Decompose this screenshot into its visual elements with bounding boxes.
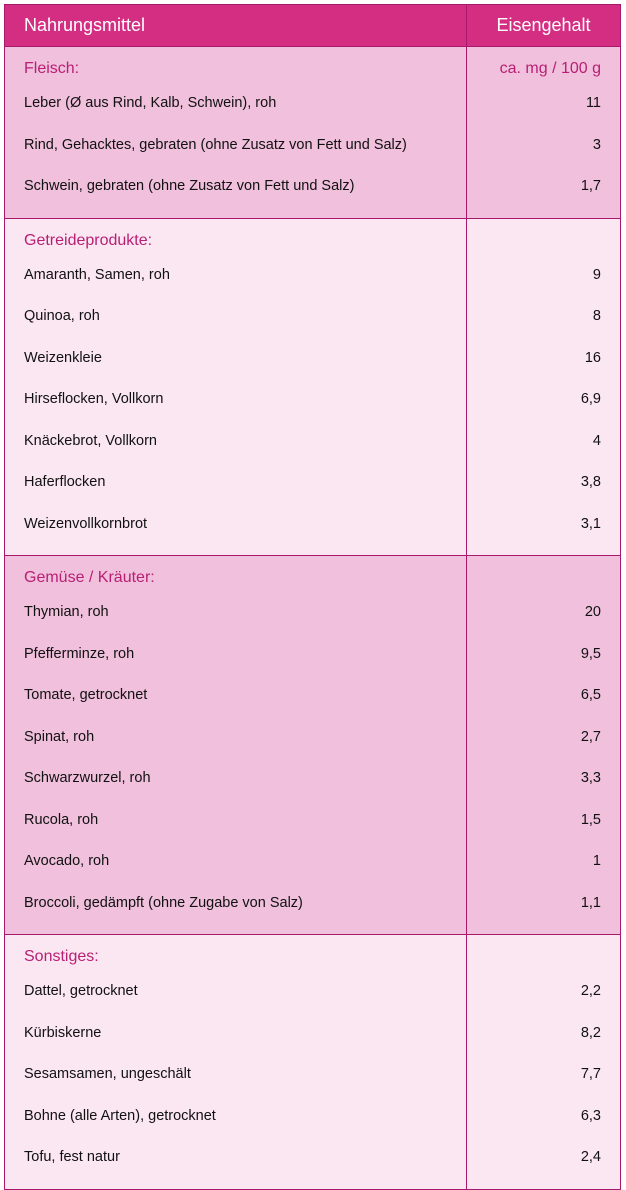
row-value: 1: [592, 853, 601, 869]
section-unit: [467, 219, 601, 261]
section-unit: ca. mg / 100 g: [499, 60, 601, 77]
table-body: [5, 47, 620, 1189]
row-label: Thymian, roh: [24, 604, 109, 620]
row-value: 9: [592, 266, 601, 283]
section-title: Getreideprodukte:: [24, 231, 153, 249]
section-title: Fleisch:: [24, 60, 80, 77]
row-value: 2,7: [580, 728, 601, 745]
row-label: Hirseflocken, Vollkorn: [24, 391, 164, 407]
section-fleisch: [5, 47, 620, 219]
food-column: [5, 47, 467, 218]
row-value: 3,8: [580, 474, 601, 490]
row-value: 8: [592, 308, 601, 324]
row-label: Haferflocken: [24, 474, 106, 490]
row-label: Kürbiskerne: [24, 1024, 102, 1041]
row-value: 6,9: [580, 391, 601, 407]
row-label: Bohne (alle Arten), getrocknet: [24, 1107, 216, 1124]
section-unit: [467, 556, 601, 598]
iron-column: [467, 556, 620, 934]
row-label: Amaranth, Samen, roh: [24, 266, 170, 283]
row-value: 16: [584, 349, 601, 366]
row-label: Quinoa, roh: [24, 308, 100, 324]
row-value: 2,4: [580, 1149, 601, 1165]
row-label: Spinat, roh: [24, 728, 95, 745]
section-getreideprodukte: [5, 219, 620, 557]
row-label: Rind, Gehacktes, gebraten (ohne Zusatz von Fett und Salz): [24, 136, 407, 153]
iron-column: [467, 219, 620, 556]
section-title: Gemüse / Kräuter:: [24, 569, 155, 586]
row-value: 8,2: [580, 1024, 601, 1041]
food-column: [5, 556, 467, 934]
row-value: 3: [592, 136, 601, 153]
row-value: 1,5: [580, 811, 601, 828]
row-label: Schwein, gebraten (ohne Zusatz von Fett und Salz): [24, 178, 355, 194]
iron-column: [467, 935, 620, 1189]
row-value: 7,7: [580, 1066, 601, 1082]
row-label: Tofu, fest natur: [24, 1149, 120, 1165]
iron-content-table: [4, 4, 621, 1190]
row-label: Tomate, getrocknet: [24, 687, 148, 703]
row-value: 2,2: [580, 983, 601, 999]
row-label: Knäckebrot, Vollkorn: [24, 432, 157, 449]
row-label: Avocado, roh: [24, 853, 110, 869]
header-iron-column: Eisengehalt: [496, 15, 591, 35]
row-value: 20: [584, 604, 601, 620]
row-value: 1,7: [580, 178, 601, 194]
row-label: Leber (Ø aus Rind, Kalb, Schwein), roh: [24, 95, 277, 111]
row-label: Schwarzwurzel, roh: [24, 770, 151, 786]
food-column: [5, 935, 467, 1189]
section-title: Sonstiges:: [24, 948, 99, 965]
row-value: 6,3: [580, 1107, 601, 1124]
table-header: [5, 5, 620, 47]
row-label: Weizenkleie: [24, 349, 102, 366]
header-food-column: Nahrungsmittel: [5, 5, 467, 46]
row-value: 9,5: [580, 645, 601, 662]
row-label: Rucola, roh: [24, 811, 99, 828]
row-value: 3,1: [580, 515, 601, 532]
row-value: 6,5: [580, 687, 601, 703]
row-label: Weizenvollkornbrot: [24, 515, 148, 532]
row-value: 4: [592, 432, 601, 449]
row-value: 3,3: [580, 770, 601, 786]
iron-column: [467, 47, 620, 218]
section-sonstiges: [5, 935, 620, 1189]
food-column: [5, 219, 467, 556]
row-label: Sesamsamen, ungeschält: [24, 1066, 191, 1082]
row-value: 1,1: [580, 894, 601, 911]
row-value: 11: [585, 95, 601, 111]
row-label: Pfefferminze, roh: [24, 645, 135, 662]
section-gemüse-kräuter: [5, 556, 620, 935]
row-label: Dattel, getrocknet: [24, 983, 138, 999]
section-unit: [467, 935, 601, 977]
row-label: Broccoli, gedämpft (ohne Zugabe von Salz): [24, 894, 303, 911]
